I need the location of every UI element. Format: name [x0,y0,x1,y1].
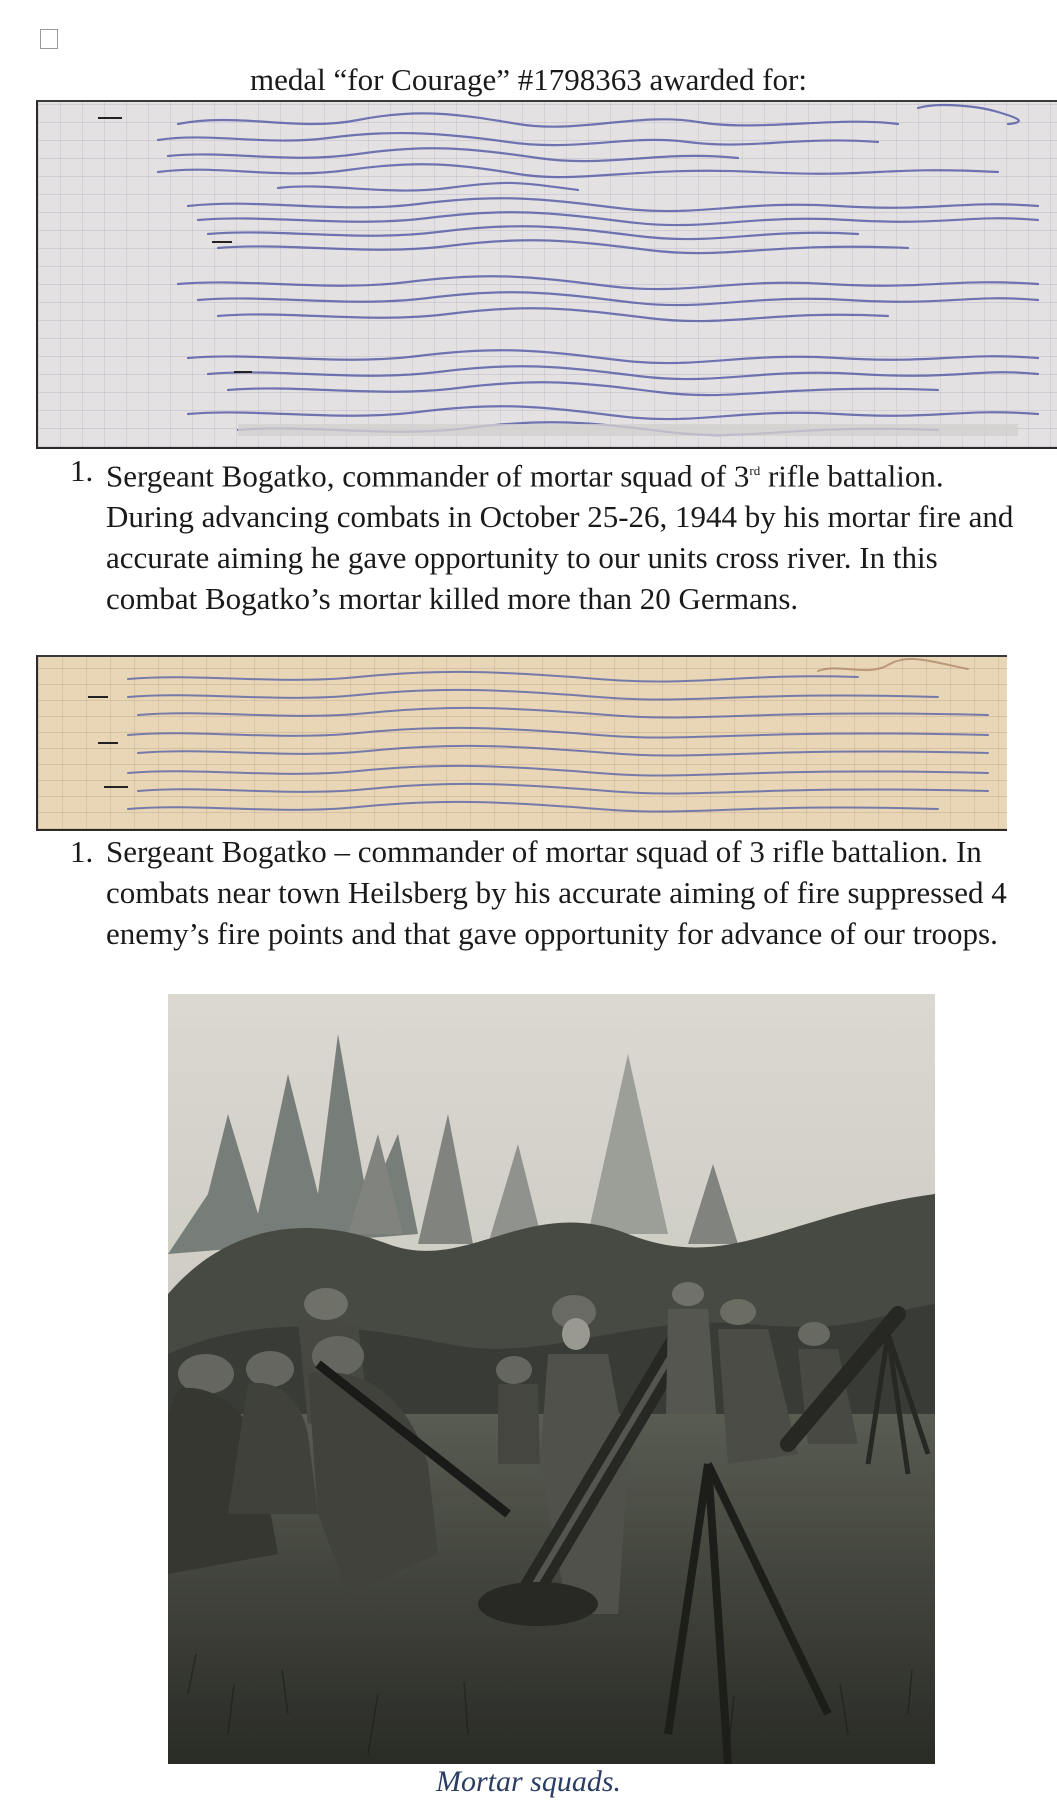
mortar-squads-photo [168,994,935,1764]
checkbox[interactable] [40,29,58,49]
entry-text: Sergeant Bogatko – commander of mortar squad of 3 rifle battalion. In combats near town Heilsberg by his accurate aiming of fire suppressed 4 enemy’s fire points and that gave opportunity for advance of our troops. [106,834,1007,951]
page-title: medal “for Courage” #1798363 awarded for: [250,62,807,97]
entry-text-cont: rifle battalion. During advancing combats in October 25-26, 1944 by his mortar fire and accurate aiming he gave opportunity to our units cross river. In this combat Bogatko’s mortar killed more than 20 Germans. [106,458,1014,617]
handwriting-scribbles [38,102,1057,447]
ordinal-suffix: rd [749,463,761,478]
entry-text: Sergeant Bogatko, commander of mortar squad of 3 [106,458,750,494]
award-entry-1 [36,450,1036,619]
list-item [36,831,1036,954]
list-number: 1. [70,453,94,488]
photo-caption: Mortar squads. [435,1765,622,1798]
award-entry-2 [36,831,1036,954]
award-document-scan-1 [36,100,1057,449]
list-number: 1. [70,834,94,869]
handwriting-scribbles [38,657,1007,829]
list-item [36,450,1036,619]
photo-illustration [168,994,935,1764]
award-document-scan-2 [36,655,1007,831]
